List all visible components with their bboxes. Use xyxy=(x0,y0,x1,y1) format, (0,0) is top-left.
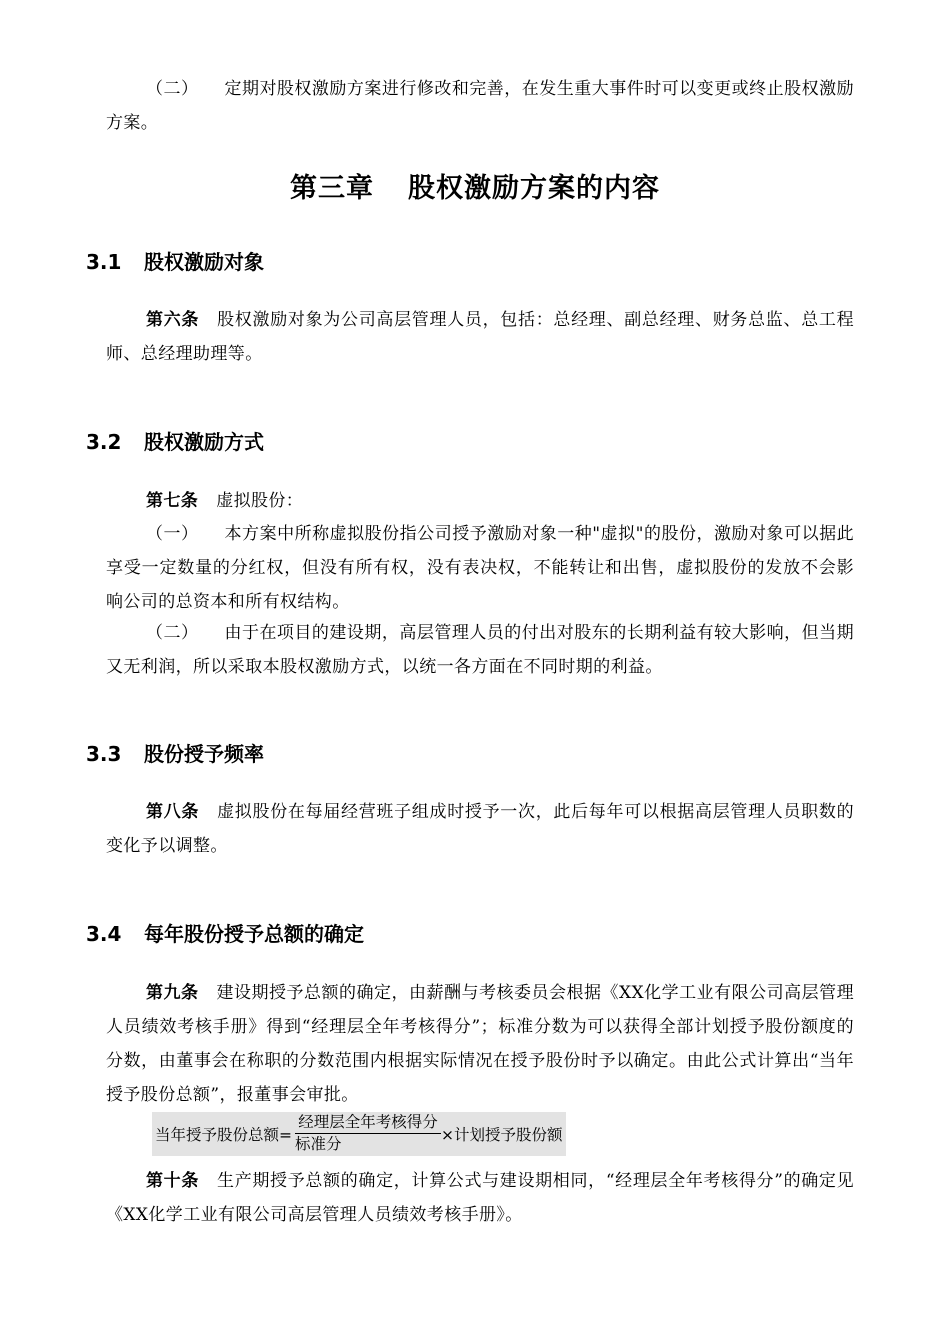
chapter-title xyxy=(0,166,950,205)
article-label: 第六条 xyxy=(146,310,200,330)
section-heading-3-1 xyxy=(86,247,264,277)
item-marker: （二） xyxy=(146,79,199,99)
item-text: 本方案中所称虚拟股份指公司授予激励对象一种"虚拟"的股份，激励对象可以据此享受一定数量的分红权，但没有所有权，没有表决权，不能转让和出售，虚拟股份的发放不会影响公司的总资本和所有权结构。 xyxy=(106,524,855,612)
article-8-paragraph xyxy=(106,795,854,863)
section-number: 3.2 xyxy=(86,430,122,454)
article-text: 虚拟股份在每届经营班子组成时授予一次，此后每年可以根据高层管理人员职数的变化予以调整。 xyxy=(106,802,854,856)
article-text: 股权激励对象为公司高层管理人员，包括：总经理、副总经理、财务总监、总工程师、总经理助理等。 xyxy=(106,310,854,364)
item-paragraph xyxy=(106,517,854,619)
article-7-paragraph xyxy=(106,484,854,518)
section-heading-3-2 xyxy=(86,427,264,457)
item-paragraph xyxy=(106,616,854,684)
article-text: 虚拟股份： xyxy=(216,491,304,511)
item-text: 由于在项目的建设期，高层管理人员的付出对股东的长期利益有较大影响，但当期又无利润，所以采取本股权激励方式，以统一各方面在不同时期的利益。 xyxy=(106,623,854,677)
formula-numerator: 经理层全年考核得分 xyxy=(295,1112,441,1134)
article-10-paragraph xyxy=(106,1164,854,1232)
article-label: 第九条 xyxy=(146,983,199,1003)
chapter-heading: 股权激励方案的内容 xyxy=(408,173,660,204)
allocation-formula xyxy=(152,1112,566,1156)
article-label: 第八条 xyxy=(146,802,200,822)
section-heading-3-3 xyxy=(86,739,264,769)
section-title: 股权激励方式 xyxy=(144,430,264,454)
section-title: 每年股份授予总额的确定 xyxy=(144,922,364,946)
section-number: 3.3 xyxy=(86,742,122,766)
item-marker: （二） xyxy=(146,623,199,643)
section-number: 3.4 xyxy=(86,922,122,946)
formula-fraction xyxy=(295,1112,441,1155)
paragraph-text: 定期对股权激励方案进行修改和完善，在发生重大事件时可以变更或终止股权激励方案。 xyxy=(106,79,854,133)
formula-lhs: 当年授予股份总额= xyxy=(155,1126,292,1144)
article-label: 第七条 xyxy=(146,491,199,511)
article-9-paragraph xyxy=(106,976,854,1112)
item-marker: （一） xyxy=(146,524,199,544)
article-6-paragraph xyxy=(106,303,854,371)
chapter-number: 第三章 xyxy=(290,173,374,204)
article-text: 生产期授予总额的确定，计算公式与建设期相同，“经理层全年考核得分”的确定见《XX化学工业有限公司高层管理人员绩效考核手册》。 xyxy=(106,1171,855,1225)
section-heading-3-4 xyxy=(86,919,364,949)
article-label: 第十条 xyxy=(146,1171,200,1191)
section-title: 股权激励对象 xyxy=(144,250,264,274)
intro-paragraph xyxy=(106,72,854,140)
section-number: 3.1 xyxy=(86,250,122,274)
article-text: 建设期授予总额的确定，由薪酬与考核委员会根据《XX化学工业有限公司高层管理人员绩效考核手册》得到“经理层全年考核得分”；标准分数为可以获得全部计划授予股份额度的分数，由董事会在称职的分数范围内根据实际情况在授予股份时予以确定。由此公式计算出“当年授予股份总额”，报董事会审批。 xyxy=(106,983,854,1105)
formula-rhs: ×计划授予股份额 xyxy=(441,1126,563,1144)
formula-denominator: 标准分 xyxy=(295,1135,342,1153)
section-title: 股份授予频率 xyxy=(144,742,264,766)
